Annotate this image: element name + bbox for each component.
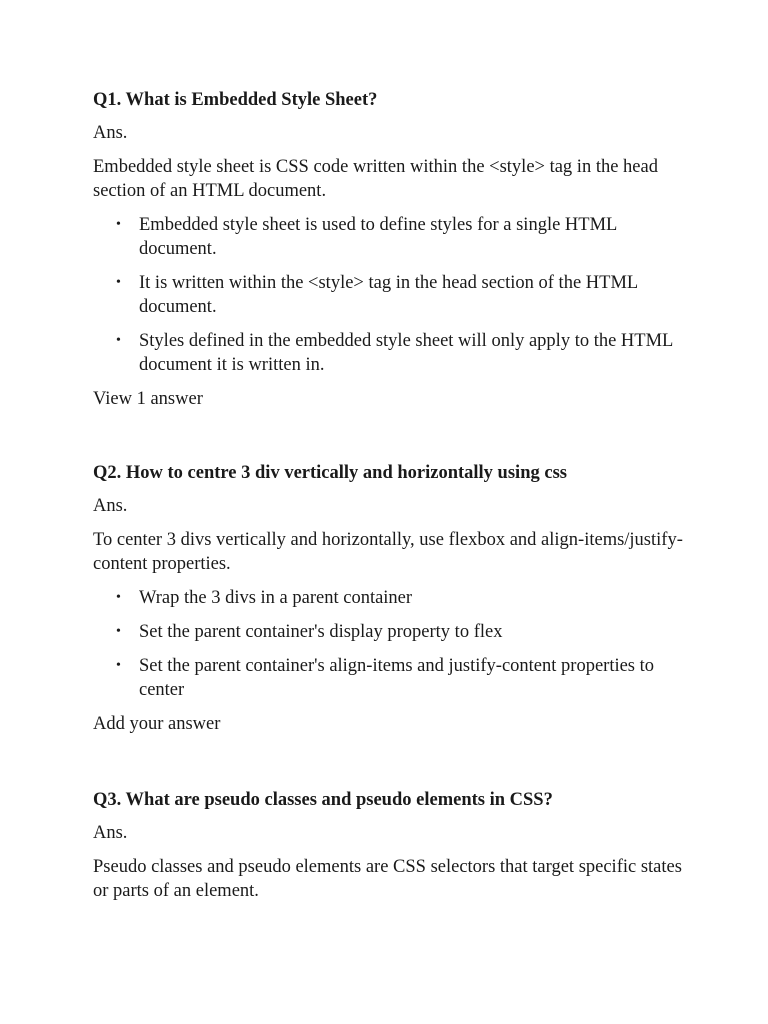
bullet-icon: •: [116, 275, 121, 290]
answer-label: Ans.: [93, 823, 128, 843]
answer-label: Ans.: [93, 496, 128, 516]
question-block-1: [93, 88, 683, 411]
bullet-icon: •: [116, 333, 121, 348]
answer-paragraph: Embedded style sheet is CSS code written within the <style> tag in the head section of an HTML document.: [93, 157, 658, 201]
question-title: Q3. What are pseudo classes and pseudo elements in CSS?: [93, 790, 553, 810]
answer-label: Ans.: [93, 123, 128, 143]
list-item: • Wrap the 3 divs in a parent container: [116, 588, 413, 608]
bullet-icon: •: [116, 624, 121, 639]
bullet-icon: •: [116, 658, 121, 673]
section-spacer: [93, 411, 683, 461]
list-item: • Styles defined in the embedded style sheet will only apply to the HTML document it is written in.: [116, 331, 673, 375]
answer-bullet-list: [93, 586, 683, 702]
question-block-2: [93, 461, 683, 736]
answer-paragraph: Pseudo classes and pseudo elements are CSS selectors that target specific states or parts of an element.: [93, 857, 682, 901]
question-title: Q1. What is Embedded Style Sheet?: [93, 90, 378, 110]
list-item: • Set the parent container's display property to flex: [116, 622, 503, 642]
question-title: Q2. How to centre 3 div vertically and horizontally using css: [93, 463, 567, 483]
question-block-3: [93, 788, 683, 903]
document-page: [93, 88, 683, 913]
bullet-icon: •: [116, 590, 121, 605]
view-answers-link[interactable]: View 1 answer: [93, 389, 203, 409]
list-item: • It is written within the <style> tag in the head section of the HTML document.: [116, 273, 638, 317]
add-answer-link[interactable]: Add your answer: [93, 714, 221, 734]
section-spacer: [93, 736, 683, 788]
bullet-icon: •: [116, 217, 121, 232]
list-item: • Set the parent container's align-items and justify-content properties to center: [116, 656, 655, 700]
answer-bullet-list: [93, 213, 683, 377]
answer-paragraph: To center 3 divs vertically and horizontally, use flexbox and align-items/justify-content properties.: [93, 530, 683, 574]
list-item: • Embedded style sheet is used to define styles for a single HTML document.: [116, 215, 617, 259]
